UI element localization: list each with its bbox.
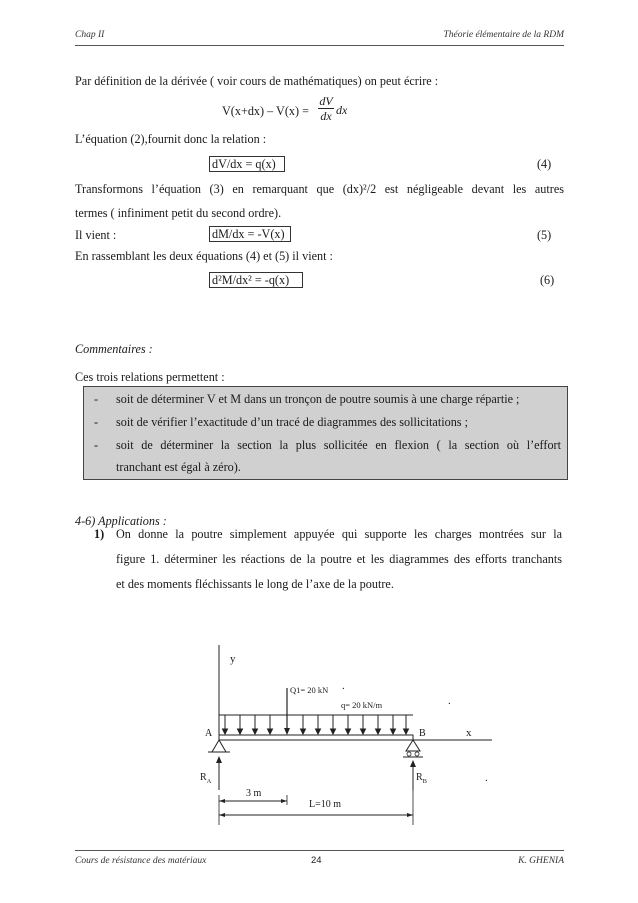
- equation-4: dV/dx = q(x): [209, 156, 285, 172]
- dot-3: .: [485, 772, 488, 784]
- label-b: B: [419, 728, 426, 739]
- bullet-2: soit de vérifier l’exactitude d’un tracé de diagrammes des sollicitations ;: [116, 415, 468, 429]
- header-title: Théorie élémentaire de la RDM: [443, 30, 564, 40]
- intro-text: Par définition de la dérivée ( voir cours de mathématiques) on peut écrire :: [75, 74, 439, 88]
- page-number: 24: [311, 855, 322, 866]
- bullet-dash-2: -: [94, 415, 99, 429]
- dot-1: .: [342, 680, 345, 692]
- il-vient: Il vient :: [75, 228, 117, 242]
- application-line-1: On donne la poutre simplement appuyée qui supporte les charges montrées sur la: [116, 527, 562, 541]
- label-a: A: [205, 728, 213, 739]
- eq-main-numerator: dV: [319, 94, 333, 108]
- bullet-3: soit de déterminer la section la plus sollicitée en flexion ( la section où l’effort: [116, 438, 561, 452]
- footer-course: Cours de résistance des matériaux: [75, 856, 207, 866]
- beam: [219, 735, 413, 740]
- reaction-a-label: $R_A$: [200, 772, 212, 785]
- equation-4-number: (4): [537, 157, 552, 171]
- q-label: q= 20 kN/m: [341, 700, 383, 710]
- footer-rule: [75, 850, 564, 851]
- bullet-dash-3: -: [94, 438, 99, 452]
- support-b-roller-2: [415, 752, 419, 756]
- support-a: [212, 740, 226, 752]
- equation-6-number: (6): [540, 273, 555, 287]
- transform-line-2: termes ( infiniment petit du second ordre).: [75, 206, 282, 220]
- dim-3m-label: 3 m: [246, 788, 262, 799]
- dim-L-label: L=10 m: [309, 799, 342, 810]
- application-number: 1): [94, 527, 105, 541]
- bullet-3-cont: tranchant est égal à zéro).: [116, 460, 241, 474]
- reaction-a-head: [216, 756, 222, 763]
- y-axis-label: y: [230, 653, 236, 665]
- eq-main-lhs: V(x+dx) – V(x) =: [222, 104, 309, 118]
- reaction-b-head: [410, 760, 416, 767]
- application-line-3: et des moments fléchissants le long de l’axe de la poutre.: [116, 577, 394, 591]
- equation-5: dM/dx = -V(x): [209, 226, 291, 242]
- support-b: [406, 740, 420, 751]
- bullet-dash-1: -: [94, 392, 99, 406]
- header-chapter: Chap II: [75, 30, 105, 40]
- relations-intro: Ces trois relations permettent :: [75, 370, 225, 384]
- eq-main-denominator: dx: [320, 109, 332, 123]
- q1-label: Q1= 20 kN: [290, 685, 329, 695]
- equation-6: d²M/dx² = -q(x): [209, 272, 303, 288]
- eq-main-tail: dx: [336, 103, 348, 117]
- dot-2: .: [448, 695, 451, 707]
- commentaires-title: Commentaires :: [75, 342, 153, 356]
- eq2-intro: L’équation (2),fournit donc la relation :: [75, 132, 267, 146]
- reaction-b-label: $R_B$: [416, 772, 428, 785]
- x-axis-label: x: [466, 727, 472, 739]
- applications-title: 4-6) Applications :: [75, 514, 167, 528]
- concentrated-load-head: [284, 728, 290, 735]
- footer-author: K. GHENIA: [518, 856, 564, 866]
- equation-5-number: (5): [537, 228, 552, 242]
- support-b-roller-1: [407, 752, 411, 756]
- distributed-load-arrows: [223, 715, 409, 734]
- application-line-2: figure 1. déterminer les réactions de la poutre et les diagrammes des efforts tranchants: [116, 552, 562, 566]
- rassemblant-text: En rassemblant les deux équations (4) et (5) il vient :: [75, 249, 333, 263]
- transform-line-1: Transformons l’équation (3) en remarquant que (dx)²/2 est négligeable devant les autres: [75, 182, 564, 196]
- bullet-1: soit de déterminer V et M dans un tronçon de poutre soumis à une charge répartie ;: [116, 392, 520, 406]
